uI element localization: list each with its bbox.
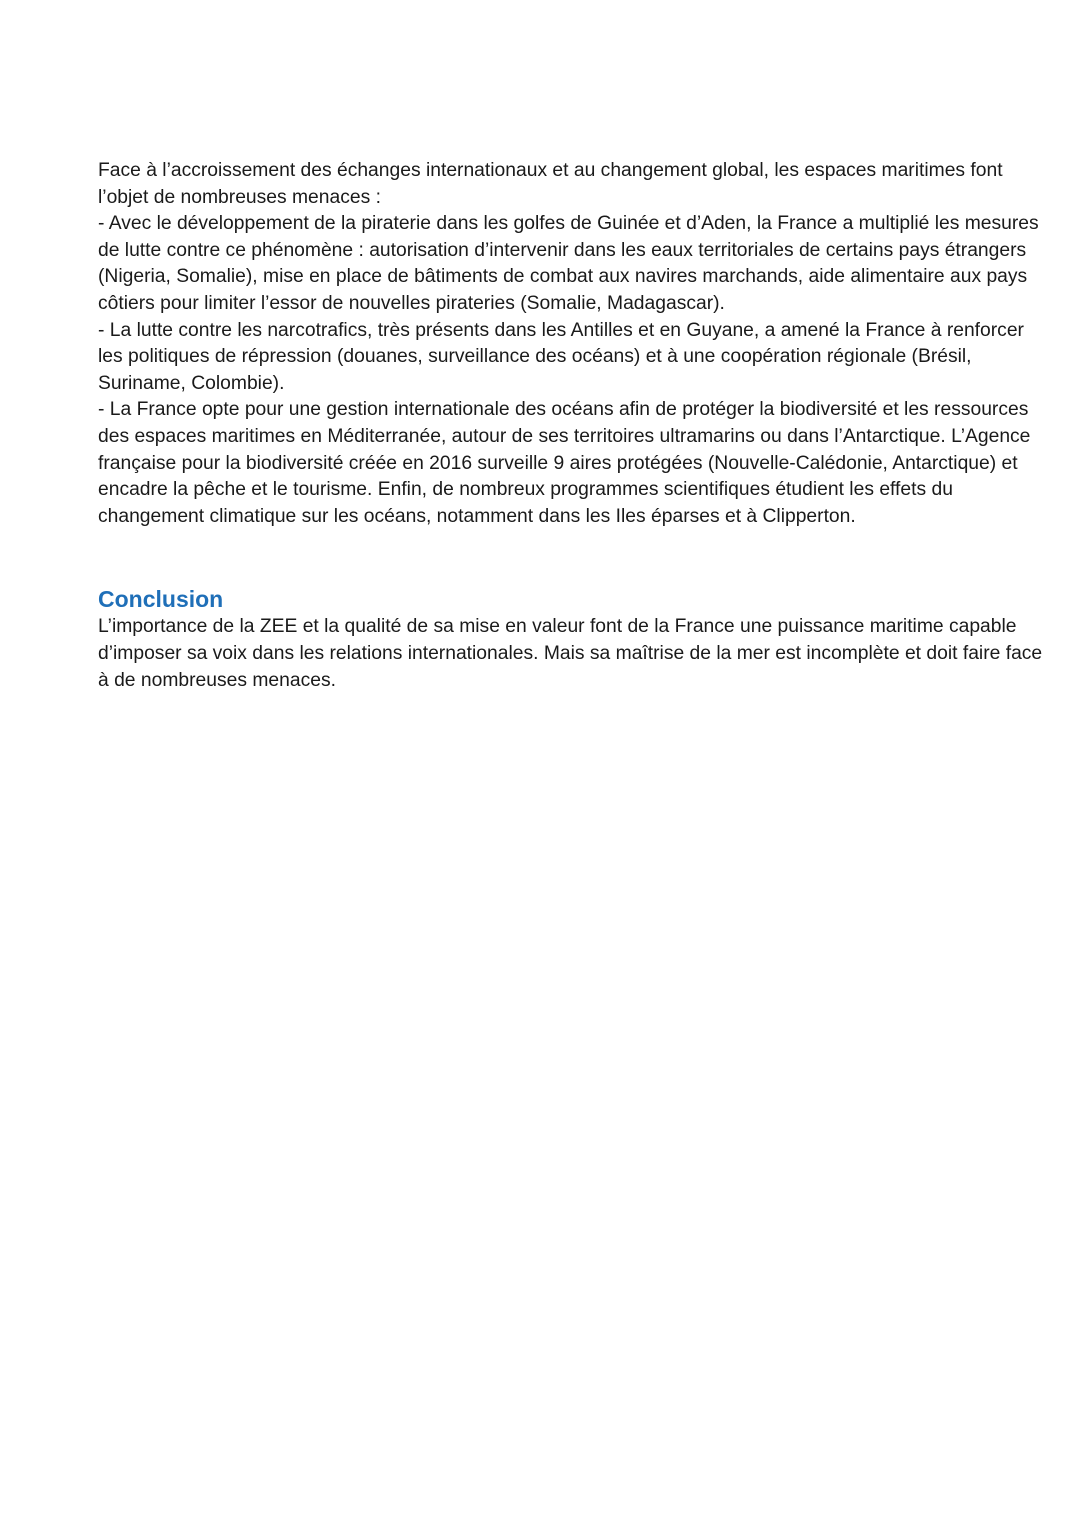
conclusion-paragraph: L’importance de la ZEE et la qualité de sa mise en valeur font de la France une puissance maritime capable d’imposer sa voix dans les relations internationales. Mais sa maîtrise de la mer est incomplète et doit faire face à de nombreuses menaces.	[98, 616, 1043, 691]
threats-list	[98, 211, 1050, 530]
list-item-narcotrafficking: - La lutte contre les narcotrafics, très présents dans les Antilles et en Guyane, a amené la France à renforcer les politiques de répression (douanes, surveillance des océans) et à une coopération régionale (Brésil, Suriname, Colombie).	[98, 319, 1024, 394]
list-item-piracy: - Avec le développement de la piraterie dans les golfes de Guinée et d’Aden, la France a multiplié les mesures de lutte contre ce phénomène : autorisation d’intervenir dans les eaux territoriales de certains pays étrangers (Nigeria, Somalie), mise en place de bâtiments de combat aux navires marchands, aide alimentaire aux pays côtiers pour limiter l’essor de nouvelles pirateries (Somalie, Madagascar).	[98, 213, 1039, 314]
intro-paragraph: Face à l’accroissement des échanges internationaux et au changement global, les espaces maritimes font l’objet de nombreuses menaces :	[98, 160, 1003, 208]
list-item-ocean-governance: - La France opte pour une gestion internationale des océans afin de protéger la biodiversité et les ressources des espaces maritimes en Méditerranée, autour de ses territoires ultramarins ou dans l’Antarctique. L’Agence française pour la biodiversité créée en 2016 surveille 9 aires protégées (Nouvelle-Calédonie, Antarctique) et encadre la pêche et le tourisme. Enfin, de nombreux programmes scientifiques étudient les effets du changement climatique sur les océans, notamment dans les Iles éparses et à Clipperton.	[98, 399, 1031, 527]
intro-section	[98, 158, 1050, 211]
conclusion-section	[98, 584, 1050, 694]
conclusion-heading: Conclusion	[98, 586, 224, 613]
